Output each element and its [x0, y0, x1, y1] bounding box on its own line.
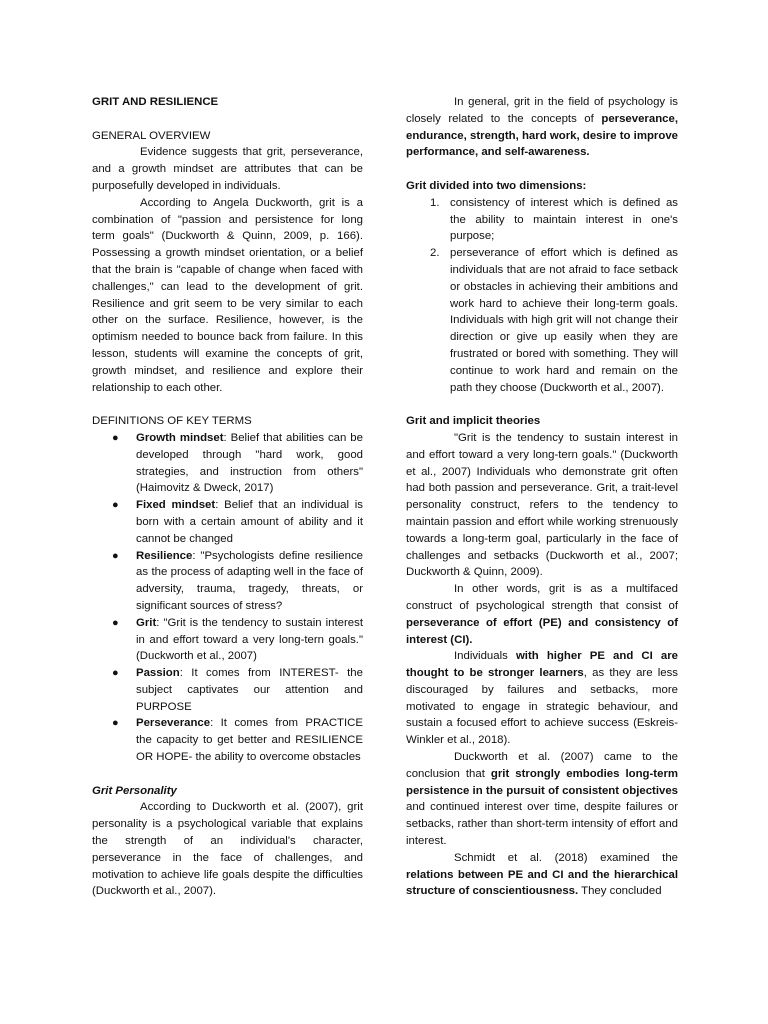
dimension-number: 2.: [430, 247, 440, 260]
definition-separator: :: [215, 499, 225, 512]
implicit-paragraph-3: [406, 648, 678, 749]
implicit-p3-text-a: Individuals: [454, 650, 516, 663]
definition-text: It comes from PRACTICE the capacity to get better and RESILIENCE OR HOPE- the ability to overcome obstacles: [136, 717, 363, 764]
definition-term: Perseverance: [136, 717, 211, 730]
bullet-icon: ●: [112, 499, 119, 512]
overview-paragraph-1: Evidence suggests that grit, perseverance, and a growth mindset are attributes that can be purposefully developed in individuals.: [92, 146, 363, 192]
right-column: [406, 94, 678, 900]
definition-item: [92, 665, 363, 715]
dimension-text: perseverance of effort which is defined as individuals that are not afraid to face setback or obstacles in achieving their ambitions and work hard to achieve their long-term goals. Individuals with high grit will not change their direction or give up easily when they are frustrated or bored with something. They will continue to work hard and remain on the path they choose (Duckworth et al., 2007).: [450, 247, 678, 394]
definition-text: Belief that an individual is born with a certain amount of ability and it cannot be changed: [136, 499, 363, 545]
implicit-p4-emphasis: grit strongly embodies long-term persistence in the pursuit of consistent objectives: [406, 767, 678, 797]
bullet-icon: ●: [112, 717, 119, 730]
implicit-paragraph-2: [406, 581, 678, 648]
implicit-p4-text-c: and continued interest over time, despite failures or setbacks, rather than short-term intensity of effort and interest.: [406, 801, 678, 848]
implicit-p5-emphasis: relations between PE and CI and the hierarchical structure of conscientiousness.: [406, 868, 678, 898]
bullet-icon: ●: [112, 616, 119, 629]
implicit-p4-text-a: Duckworth et al. (2007) came to the conclusion that: [406, 751, 678, 780]
implicit-p5-text-a: Schmidt et al. (2018) examined the: [454, 851, 678, 864]
overview-paragraph-2: According to Angela Duckworth, grit is a combination of "passion and persistence for long term goals" (Duckworth & Quinn, 2009, p. 166). Possessing a growth mindset orientation, or a belief that the brain is "capable of change when faced with challenges," can lead to the development of grit. Resilience and grit seem to be very similar to each other on the surface. Resilience, however, is the optimism needed to bounce back from failure. In this lesson, students will examine the concepts of grit, growth mindset, and resilience and explore their relationship to each other.: [92, 196, 363, 394]
definition-separator: :: [179, 667, 192, 680]
definitions-heading: DEFINITIONS OF KEY TERMS: [92, 415, 252, 428]
definition-item: [92, 430, 363, 497]
implicit-p5-text-c: They concluded: [578, 885, 662, 898]
dimension-text: consistency of interest which is defined as the ability to maintain interest in one's purpose;: [450, 196, 678, 243]
document-title: GRIT AND RESILIENCE: [92, 96, 219, 108]
intro-paragraph: [406, 94, 678, 161]
dimensions-heading: Grit divided into two dimensions:: [406, 179, 587, 192]
definition-term: Fixed mindset: [136, 499, 216, 512]
definition-separator: :: [156, 616, 164, 629]
definition-term: Grit: [136, 616, 157, 629]
bullet-icon: ●: [112, 667, 119, 680]
definition-term: Resilience: [136, 549, 193, 562]
implicit-paragraph-5: [406, 850, 678, 900]
bullet-icon: ●: [112, 431, 119, 444]
definition-text: Belief that abilities can be developed through "hard work, good strategies, and instruction from others" (Haimovitz & Dweck, 2017): [136, 431, 363, 495]
definition-text: "Grit is the tendency to sustain interest in and effort toward a very long-tern goals." (Duckworth et al., 2007): [136, 616, 363, 663]
dimension-item: [406, 245, 678, 396]
implicit-p3-emphasis: with higher PE and CI are thought to be stronger learners: [406, 650, 678, 680]
definition-item: [92, 497, 363, 547]
definition-item: [92, 715, 363, 765]
definition-text: "Psychologists define resilience as the process of adapting well in the face of adversity, trauma, tragedy, threats, or significant sources of stress?: [136, 549, 363, 612]
implicit-p2-text: In other words, grit is as a multifaced construct of psychological strength that consist of: [406, 583, 678, 612]
dimensions-list: [406, 195, 678, 397]
left-column: [92, 94, 363, 900]
implicit-theories-heading: Grit and implicit theories: [406, 415, 541, 428]
overview-heading: GENERAL OVERVIEW: [92, 129, 211, 142]
dimension-item: [406, 195, 678, 245]
definition-separator: :: [192, 549, 201, 562]
definition-term: Growth mindset: [136, 431, 224, 444]
intro-text: In general, grit in the field of psychology is closely related to the concepts of: [406, 96, 678, 125]
definition-item: [92, 615, 363, 665]
dimension-number: 1.: [430, 196, 440, 209]
implicit-paragraph-4: [406, 749, 678, 850]
definition-separator: :: [223, 431, 231, 444]
definitions-list: [92, 430, 363, 766]
definition-item: [92, 548, 363, 615]
definition-term: Passion: [136, 667, 180, 680]
implicit-p3-text-c: , as they are less discouraged by failures and setbacks, more motivated to engage in strategic behaviour, and sustain a focused effort to achieve success (Eskreis-Winkler et al., 2018).: [406, 667, 678, 747]
grit-personality-paragraph: According to Duckworth et al. (2007), grit personality is a psychological variable that explains the strength of an individual's character, perseverance in the face of challenges, and motivation to achieve life goals despite the difficulties (Duckworth et al., 2007).: [92, 801, 363, 898]
implicit-p2-emphasis: perseverance of effort (PE) and consistency of interest (CI).: [406, 616, 678, 646]
definition-separator: :: [210, 717, 221, 730]
implicit-paragraph-1: "Grit is the tendency to sustain interest in and effort toward a very long-tern goals." (Duckworth et al., 2007) Individuals who demonstrate grit often had both passion and perseverance. Grit, a trait-level personality construct, refers to the tendency to maintain passion and effort while working strenuously towards a long-term goal, particularly in the face of challenges and setbacks (Duckworth et al., 2007; Duckworth & Quinn, 2009).: [406, 431, 678, 579]
grit-personality-heading: Grit Personality: [92, 784, 177, 797]
intro-emphasis: perseverance, endurance, strength, hard work, desire to improve performance, and self-awareness.: [406, 112, 678, 159]
definition-text: It comes from INTEREST- the subject captivates our attention and PURPOSE: [136, 667, 363, 713]
bullet-icon: ●: [112, 549, 119, 562]
